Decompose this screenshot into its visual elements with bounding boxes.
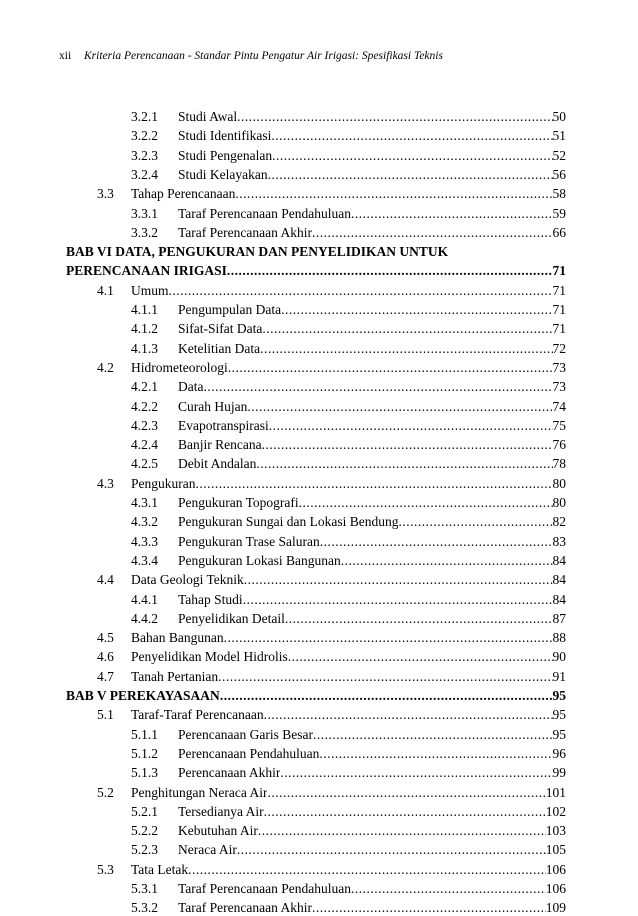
toc-entry-title: Studi Awal — [178, 109, 238, 124]
toc-dot-leader — [224, 630, 553, 646]
toc-entry-page: 71 — [552, 263, 566, 279]
header-title: Kriteria Perencanaan - Standar Pintu Pengatur Air Irigasi: Spesifikasi Teknis — [84, 50, 443, 62]
toc-entry-number: 4.7 — [97, 668, 114, 684]
toc-entry[interactable] — [131, 820, 566, 839]
toc-entry-title: Curah Hujan — [178, 398, 248, 414]
toc-entry-title: Studi Identifikasi — [178, 128, 272, 144]
toc-dot-leader — [244, 572, 553, 588]
toc-entry-number: 4.1.1 — [131, 302, 158, 317]
toc-dot-leader — [243, 592, 553, 608]
toc-entry[interactable] — [131, 492, 566, 511]
toc-dot-leader — [271, 128, 552, 144]
toc-entry-number: 4.4.1 — [131, 591, 158, 607]
toc-dot-leader — [262, 321, 552, 337]
toc-entry-title: BAB VI DATA, PENGUKURAN DAN PENYELIDIKAN UNTUK — [66, 244, 449, 260]
header-page-number: xii — [59, 50, 72, 62]
toc-entry-number: 5.2 — [97, 784, 114, 800]
toc-dot-leader — [312, 900, 546, 916]
toc-dot-leader — [169, 283, 553, 299]
toc-entry-title: Tahap Perencanaan — [131, 186, 236, 202]
toc-entry-number: 3.2.1 — [131, 109, 158, 124]
toc-entry-page: 96 — [552, 745, 566, 761]
toc-entry[interactable] — [66, 241, 566, 260]
toc-dot-leader — [281, 302, 552, 318]
toc-dot-leader — [285, 611, 553, 627]
toc-entry-title: Taraf Perencanaan Akhir — [178, 224, 312, 240]
toc-entry-page: 106 — [545, 861, 566, 877]
toc-entry-title: Tata Letak — [131, 861, 189, 877]
toc-entry-page: 71 — [552, 282, 566, 298]
toc-entry-page: 50 — [552, 109, 566, 124]
toc-dot-leader — [196, 476, 553, 492]
toc-dot-leader — [319, 746, 552, 762]
toc-entry[interactable] — [131, 396, 566, 415]
toc-entry-page: 82 — [552, 514, 566, 530]
toc-entry-page: 73 — [552, 379, 566, 395]
toc-entry-number: 5.3.2 — [131, 900, 158, 916]
toc-dot-leader — [267, 785, 545, 801]
toc-dot-leader — [312, 225, 553, 241]
toc-entry-number: 5.1.2 — [131, 745, 158, 761]
toc-entry-title: Data Geologi Teknik — [131, 572, 244, 588]
toc-entry[interactable] — [131, 762, 566, 781]
toc-entry[interactable] — [97, 473, 566, 492]
toc-entry-title: Perencanaan Akhir — [178, 765, 281, 781]
toc-entry-page: 73 — [552, 359, 566, 375]
toc-entry[interactable] — [97, 782, 566, 801]
toc-entry-number: 3.3 — [97, 186, 114, 202]
toc-entry-page: 90 — [552, 649, 566, 665]
toc-entry-number: 5.2.3 — [131, 842, 158, 858]
toc-entry[interactable] — [66, 685, 566, 704]
toc-entry-number: 4.5 — [97, 630, 114, 646]
toc-dot-leader — [258, 823, 546, 839]
toc-entry-page: 58 — [552, 186, 566, 202]
toc-dot-leader — [269, 418, 553, 434]
toc-entry-title: Evapotranspirasi — [178, 417, 269, 433]
toc-entry[interactable] — [131, 801, 566, 820]
toc-entry-title: Data — [178, 379, 204, 395]
toc-entry-number: 3.2.3 — [131, 147, 158, 163]
toc-entry-page: 83 — [552, 533, 566, 549]
toc-dot-leader — [351, 206, 553, 222]
toc-entry-title: Tanah Pertanian — [131, 668, 219, 684]
toc-entry-number: 4.2.5 — [131, 456, 158, 472]
toc-entry[interactable] — [131, 164, 566, 183]
toc-entry-number: 4.3.1 — [131, 495, 158, 510]
toc-entry-page: 101 — [545, 784, 566, 800]
toc-entry-title: Neraca Air — [178, 842, 237, 858]
toc-entry-number: 5.1.3 — [131, 765, 158, 781]
toc-dot-leader — [235, 186, 552, 202]
toc-entry-page: 84 — [552, 591, 566, 607]
toc-entry-number: 4.6 — [97, 649, 114, 665]
toc-entry-page: 88 — [552, 630, 566, 646]
toc-entry-title: Sifat-Sifat Data — [178, 321, 263, 337]
toc-dot-leader — [268, 167, 553, 183]
toc-entry-page: 72 — [552, 340, 566, 356]
toc-entry-title: Pengukuran Trase Saluran — [178, 533, 320, 549]
toc-entry[interactable] — [97, 569, 566, 588]
toc-entry-number: 5.2.1 — [131, 803, 158, 819]
toc-entry-title: Pengukuran Topografi — [178, 495, 299, 510]
toc-entry-title: Pengukuran — [131, 475, 196, 491]
toc-dot-leader — [272, 148, 552, 164]
toc-entry[interactable] — [97, 183, 566, 202]
toc-entry-page: 75 — [552, 417, 566, 433]
toc-dot-leader — [280, 765, 552, 781]
toc-entry-title: Penyelidikan Model Hidrolis — [131, 649, 288, 665]
toc-dot-leader — [262, 437, 553, 453]
toc-entry[interactable] — [66, 260, 566, 279]
toc-entry[interactable] — [131, 531, 566, 550]
toc-dot-leader — [227, 263, 553, 279]
toc-entry-number: 5.1.1 — [131, 726, 158, 742]
toc-entry-page: 106 — [545, 881, 566, 896]
toc-entry[interactable] — [131, 724, 566, 743]
toc-entry-number: 4.4 — [97, 572, 114, 588]
toc-entry-number: 5.2.2 — [131, 823, 158, 839]
toc-entry-page: 95 — [552, 726, 566, 742]
toc-entry-page: 56 — [552, 166, 566, 182]
toc-entry[interactable] — [97, 627, 566, 646]
running-header — [59, 50, 443, 62]
toc-entry-page: 52 — [552, 147, 566, 163]
toc-entry-title: Taraf Perencanaan Pendahuluan — [178, 205, 351, 221]
toc-entry-page: 71 — [552, 321, 566, 337]
toc-entry[interactable] — [131, 338, 566, 357]
toc-entry-page: 78 — [552, 456, 566, 472]
toc-entry-page: 84 — [552, 552, 566, 568]
toc-entry-number: 4.3.3 — [131, 533, 158, 549]
toc-entry[interactable] — [131, 125, 566, 144]
toc-entry-number: 3.2.4 — [131, 166, 158, 182]
toc-entry-page: 84 — [552, 572, 566, 588]
toc-dot-leader — [247, 399, 552, 415]
toc-entry-page: 102 — [545, 803, 566, 819]
toc-entry[interactable] — [131, 299, 566, 318]
toc-dot-leader — [237, 842, 546, 858]
toc-entry-title: Penghitungan Neraca Air — [131, 784, 268, 800]
toc-entry-title: Penyelidikan Detail — [178, 610, 285, 626]
toc-entry-number: 5.3.1 — [131, 881, 158, 896]
toc-dot-leader — [220, 688, 553, 704]
toc-dot-leader — [313, 727, 553, 743]
toc-entry[interactable] — [131, 550, 566, 569]
toc-entry[interactable] — [97, 666, 566, 685]
toc-entry-title: Perencanaan Garis Besar — [178, 726, 313, 742]
toc-entry-page: 103 — [545, 823, 566, 839]
toc-dot-leader — [341, 553, 553, 569]
toc-dot-leader — [228, 360, 553, 376]
toc-entry-number: 4.3.4 — [131, 552, 158, 568]
toc-entry[interactable] — [131, 376, 566, 395]
toc-dot-leader — [260, 341, 552, 357]
toc-dot-leader — [203, 379, 552, 395]
toc-entry[interactable] — [131, 453, 566, 472]
toc-entry-page: 109 — [545, 900, 566, 916]
toc-entry[interactable] — [131, 203, 566, 222]
toc-entry-number: 4.3.2 — [131, 514, 158, 530]
toc-entry[interactable] — [131, 608, 566, 627]
toc-entry-title: Tahap Studi — [178, 591, 243, 607]
toc-entry-title: Tersedianya Air — [178, 803, 264, 819]
toc-entry[interactable] — [131, 222, 566, 241]
toc-dot-leader — [264, 804, 546, 820]
toc-entry-title: Kebutuhan Air — [178, 823, 258, 839]
toc-entry-title: Bahan Bangunan — [131, 630, 224, 646]
toc-entry-title: Taraf-Taraf Perencanaan — [131, 707, 264, 723]
toc-entry[interactable] — [131, 897, 566, 916]
toc-entry-title: Taraf Perencanaan Pendahuluan — [178, 881, 351, 896]
toc-entry-number: 4.4.2 — [131, 610, 158, 626]
toc-entry-number: 4.1.3 — [131, 340, 158, 356]
toc-entry-title: Pengumpulan Data — [178, 302, 282, 317]
toc-entry-page: 87 — [552, 610, 566, 626]
toc-entry-page: 59 — [552, 205, 566, 221]
toc-entry[interactable] — [131, 434, 566, 453]
toc-entry-page: 80 — [552, 475, 566, 491]
toc-entry-number: 4.2.4 — [131, 437, 158, 453]
toc-entry-title: Banjir Rencana — [178, 437, 262, 453]
toc-entry[interactable] — [97, 357, 566, 376]
toc-dot-leader — [320, 534, 553, 550]
toc-entry-number: 3.3.2 — [131, 224, 158, 240]
toc-entry-number: 5.1 — [97, 707, 114, 723]
toc-entry-title: Studi Pengenalan — [178, 147, 273, 163]
toc-entry[interactable] — [131, 878, 566, 897]
toc-entry[interactable] — [97, 280, 566, 299]
toc-entry-number: 5.3 — [97, 861, 114, 877]
toc-entry-title: PERENCANAAN IRIGASI — [66, 263, 227, 279]
toc-dot-leader — [237, 109, 552, 125]
toc-entry-number: 3.2.2 — [131, 128, 158, 144]
toc-entry-title: Studi Kelayakan — [178, 166, 268, 182]
toc-entry-title: Perencanaan Pendahuluan — [178, 745, 320, 761]
toc-entry-page: 71 — [552, 302, 566, 317]
toc-entry[interactable] — [131, 318, 566, 337]
toc-entry[interactable] — [97, 646, 566, 665]
toc-entry-title: Hidrometeorologi — [131, 359, 228, 375]
toc-entry-title: Umum — [131, 282, 169, 298]
toc-entry-page: 91 — [552, 668, 566, 684]
toc-entry-page: 51 — [552, 128, 566, 144]
toc-entry[interactable] — [131, 106, 566, 125]
toc-entry-number: 4.1 — [97, 282, 114, 298]
toc-entry[interactable] — [97, 859, 566, 878]
toc-dot-leader — [299, 495, 553, 511]
toc-entry[interactable] — [131, 589, 566, 608]
toc-entry[interactable] — [131, 839, 566, 858]
toc-dot-leader — [188, 862, 546, 878]
toc-dot-leader — [288, 649, 553, 665]
toc-entry-number: 4.2.1 — [131, 379, 158, 395]
toc-entry-title: Pengukuran Lokasi Bangunan — [178, 552, 341, 568]
toc-entry-title: Pengukuran Sungai dan Lokasi Bendung — [178, 514, 399, 530]
toc-entry[interactable] — [97, 704, 566, 723]
toc-entry[interactable] — [131, 145, 566, 164]
toc-entry-page: 105 — [545, 842, 566, 858]
toc-entry-number: 4.1.2 — [131, 321, 158, 337]
toc-entry-page: 95 — [552, 688, 566, 703]
toc-entry-page: 95 — [552, 707, 566, 723]
toc-dot-leader — [218, 669, 552, 685]
toc-entry-title: Debit Andalan — [178, 456, 257, 472]
toc-entry[interactable] — [131, 415, 566, 434]
toc-entry-title: Ketelitian Data — [178, 340, 261, 356]
toc-dot-leader — [256, 456, 552, 472]
toc-entry-title: Taraf Perencanaan Akhir — [178, 900, 312, 916]
toc-entry-page: 99 — [552, 765, 566, 781]
toc-entry-page: 80 — [552, 495, 566, 510]
toc-entry-number: 4.2.3 — [131, 417, 158, 433]
toc-entry-page: 76 — [552, 437, 566, 453]
toc-dot-leader — [264, 707, 553, 723]
toc-entry-number: 4.2 — [97, 359, 114, 375]
toc-dot-leader — [351, 881, 546, 897]
toc-entry-page: 66 — [552, 224, 566, 240]
toc-entry-title: BAB V PEREKAYASAAN — [66, 688, 220, 703]
toc-entry-number: 3.3.1 — [131, 205, 158, 221]
toc-entry-page: 74 — [552, 398, 566, 414]
toc-entry[interactable] — [131, 511, 566, 530]
toc-entry-number: 4.3 — [97, 475, 114, 491]
toc-entry-number: 4.2.2 — [131, 398, 158, 414]
toc-dot-leader — [398, 514, 552, 530]
toc-entry[interactable] — [131, 743, 566, 762]
